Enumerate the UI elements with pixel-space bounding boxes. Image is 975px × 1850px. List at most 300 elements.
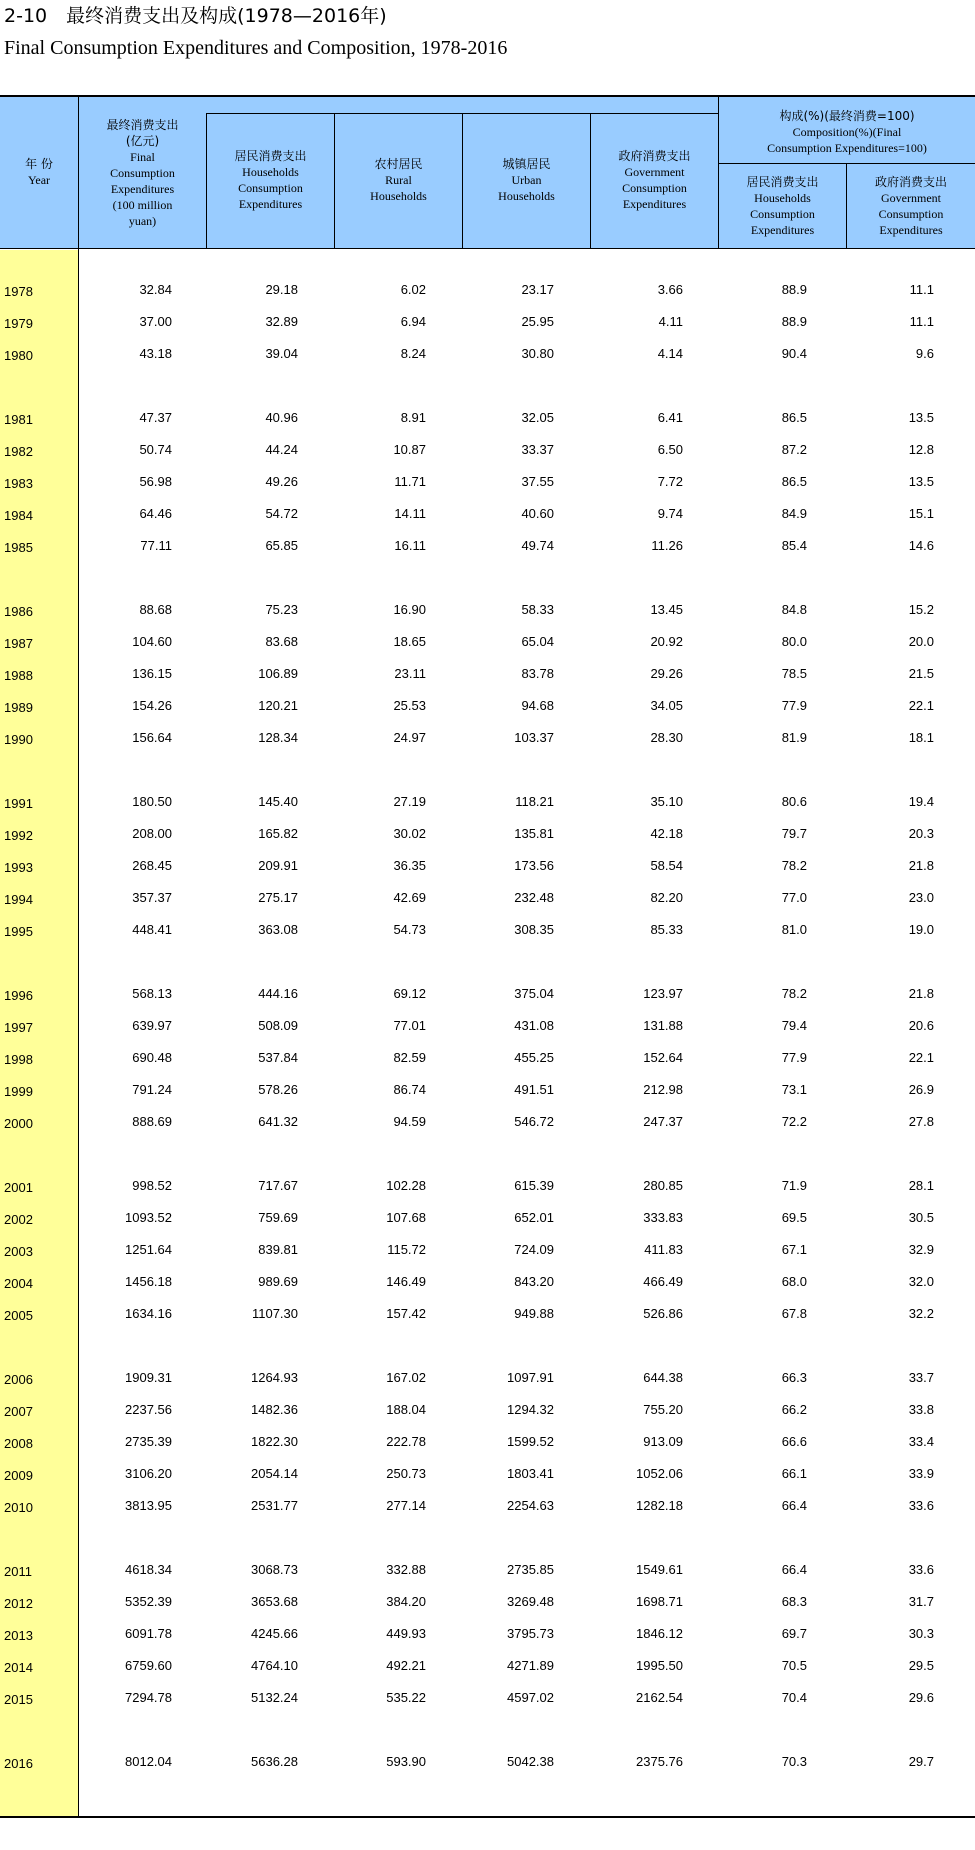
header-government-en1: Government	[624, 165, 685, 179]
table-cell-urban: 94.68	[521, 698, 554, 713]
table-cell-urban: 30.80	[521, 346, 554, 361]
table-cell-government: 131.88	[643, 1018, 683, 1033]
table-cell-rural: 384.20	[386, 1594, 426, 1609]
table-row-year: 1997	[4, 1020, 33, 1035]
table-cell-households: 578.26	[258, 1082, 298, 1097]
table-cell-comp-households: 70.4	[781, 1690, 807, 1705]
table-cell-urban: 546.72	[514, 1114, 554, 1129]
table-cell-rural: 593.90	[386, 1754, 426, 1769]
table-cell-comp-households: 68.3	[781, 1594, 807, 1609]
header-government	[591, 140, 718, 220]
table-cell-comp-households: 84.8	[781, 602, 807, 617]
table-cell-urban: 308.35	[514, 922, 554, 937]
table-cell-comp-government: 33.6	[908, 1562, 934, 1577]
table-cell-rural: 146.49	[386, 1274, 426, 1289]
table-cell-households: 2531.77	[251, 1498, 298, 1513]
table-row-year: 1984	[4, 508, 33, 523]
header-top-rule	[0, 95, 975, 97]
table-cell-final-consumption: 154.26	[132, 698, 172, 713]
table-cell-government: 2162.54	[636, 1690, 683, 1705]
table-cell-final-consumption: 104.60	[132, 634, 172, 649]
table-cell-comp-households: 79.4	[781, 1018, 807, 1033]
table-cell-rural: 222.78	[386, 1434, 426, 1449]
table-cell-final-consumption: 998.52	[132, 1178, 172, 1193]
header-final-en4: (100 million	[112, 198, 173, 212]
table-cell-government: 7.72	[657, 474, 683, 489]
table-row-year: 2007	[4, 1404, 33, 1419]
table-cell-comp-government: 29.7	[908, 1754, 934, 1769]
table-cell-households: 3068.73	[251, 1562, 298, 1577]
table-cell-households: 444.16	[258, 986, 298, 1001]
header-composition	[719, 104, 975, 160]
table-row-year: 2004	[4, 1276, 33, 1291]
table-row-year: 2013	[4, 1628, 33, 1643]
table-cell-comp-households: 85.4	[781, 538, 807, 553]
header-final-cn: 最终消费支出	[106, 118, 179, 132]
table-cell-comp-government: 18.1	[908, 730, 934, 745]
table-cell-rural: 6.02	[400, 282, 426, 297]
table-cell-comp-households: 84.9	[781, 506, 807, 521]
table-row-year: 1989	[4, 700, 33, 715]
table-cell-households: 363.08	[258, 922, 298, 937]
table-cell-urban: 455.25	[514, 1050, 554, 1065]
table-cell-government: 4.14	[657, 346, 683, 361]
table-cell-government: 34.05	[650, 698, 683, 713]
table-cell-comp-households: 87.2	[781, 442, 807, 457]
table-row-year: 1983	[4, 476, 33, 491]
table-cell-urban: 2735.85	[507, 1562, 554, 1577]
table-cell-government: 58.54	[650, 858, 683, 873]
table-cell-urban: 3269.48	[507, 1594, 554, 1609]
table-cell-comp-government: 19.4	[908, 794, 934, 809]
table-cell-urban: 724.09	[514, 1242, 554, 1257]
table-cell-urban: 843.20	[514, 1274, 554, 1289]
table-cell-rural: 332.88	[386, 1562, 426, 1577]
table-cell-comp-government: 32.0	[908, 1274, 934, 1289]
table-row-year: 2015	[4, 1692, 33, 1707]
header-rural	[335, 148, 462, 212]
table-cell-final-consumption: 88.68	[139, 602, 172, 617]
table-cell-households: 1482.36	[251, 1402, 298, 1417]
table-cell-comp-government: 26.9	[908, 1082, 934, 1097]
table-cell-government: 20.92	[650, 634, 683, 649]
table-cell-comp-households: 66.6	[781, 1434, 807, 1449]
table-cell-rural: 6.94	[400, 314, 426, 329]
table-cell-rural: 449.93	[386, 1626, 426, 1641]
table-cell-rural: 16.90	[393, 602, 426, 617]
table-cell-final-consumption: 1456.18	[125, 1274, 172, 1289]
header-rural-en1: Rural	[385, 173, 412, 187]
table-cell-urban: 615.39	[514, 1178, 554, 1193]
table-row-year: 2001	[4, 1180, 33, 1195]
table-row-year: 1993	[4, 860, 33, 875]
table-cell-comp-government: 29.6	[908, 1690, 934, 1705]
table-cell-households: 759.69	[258, 1210, 298, 1225]
table-cell-comp-government: 20.6	[908, 1018, 934, 1033]
table-cell-comp-government: 33.8	[908, 1402, 934, 1417]
table-row-year: 2011	[4, 1564, 32, 1579]
table-cell-households: 5132.24	[251, 1690, 298, 1705]
header-households-en2: Consumption	[238, 181, 303, 195]
header-comp-households-cn: 居民消费支出	[746, 175, 819, 189]
table-cell-comp-households: 81.0	[781, 922, 807, 937]
header-urban-en1: Urban	[511, 173, 542, 187]
header-urban	[463, 148, 590, 212]
table-cell-rural: 42.69	[393, 890, 426, 905]
table-cell-comp-households: 66.4	[781, 1498, 807, 1513]
header-households	[207, 140, 334, 220]
table-cell-urban: 37.55	[521, 474, 554, 489]
table-cell-rural: 535.22	[386, 1690, 426, 1705]
table-cell-urban: 232.48	[514, 890, 554, 905]
table-row-year: 1982	[4, 444, 33, 459]
table-bottom-rule	[0, 1816, 975, 1818]
table-cell-comp-households: 72.2	[781, 1114, 807, 1129]
header-final-en1: Final	[130, 150, 155, 164]
table-row-year: 1987	[4, 636, 33, 651]
table-cell-comp-government: 22.1	[908, 698, 934, 713]
table-cell-comp-government: 20.3	[908, 826, 934, 841]
table-cell-urban: 949.88	[514, 1306, 554, 1321]
table-cell-comp-households: 81.9	[781, 730, 807, 745]
table-cell-comp-households: 66.2	[781, 1402, 807, 1417]
table-cell-government: 755.20	[643, 1402, 683, 1417]
table-cell-final-consumption: 77.11	[140, 538, 172, 553]
header-bottom-rule	[0, 248, 975, 249]
table-cell-comp-households: 79.7	[781, 826, 807, 841]
table-cell-final-consumption: 2237.56	[125, 1402, 172, 1417]
table-row-year: 2006	[4, 1372, 33, 1387]
table-cell-comp-government: 15.1	[908, 506, 934, 521]
table-cell-final-consumption: 4618.34	[125, 1562, 172, 1577]
table-cell-final-consumption: 1634.16	[125, 1306, 172, 1321]
table-cell-households: 65.85	[265, 538, 298, 553]
header-composition-en1: Composition(%)(Final	[792, 125, 902, 139]
table-cell-comp-government: 27.8	[908, 1114, 934, 1129]
header-urban-cn: 城镇居民	[502, 157, 551, 171]
table-cell-urban: 2254.63	[507, 1498, 554, 1513]
table-cell-comp-government: 32.9	[908, 1242, 934, 1257]
table-cell-urban: 32.05	[521, 410, 554, 425]
table-cell-final-consumption: 357.37	[132, 890, 172, 905]
table-cell-rural: 115.72	[387, 1242, 426, 1257]
table-cell-comp-households: 66.1	[781, 1466, 807, 1481]
table-cell-urban: 65.04	[521, 634, 554, 649]
table-cell-government: 1052.06	[636, 1466, 683, 1481]
table-cell-rural: 102.28	[386, 1178, 426, 1193]
header-rural-en2: Households	[370, 189, 427, 203]
table-cell-final-consumption: 6091.78	[125, 1626, 172, 1641]
table-cell-government: 152.64	[643, 1050, 683, 1065]
header-composition-cn: 构成(%)(最终消费=100)	[779, 109, 915, 123]
table-cell-rural: 188.04	[386, 1402, 426, 1417]
table-cell-urban: 4597.02	[507, 1690, 554, 1705]
table-cell-households: 508.09	[258, 1018, 298, 1033]
table-cell-comp-government: 33.9	[908, 1466, 934, 1481]
header-government-en2: Consumption	[622, 181, 687, 195]
table-cell-government: 411.83	[644, 1242, 683, 1257]
table-cell-government: 3.66	[657, 282, 683, 297]
table-cell-households: 1822.30	[251, 1434, 298, 1449]
table-cell-final-consumption: 180.50	[132, 794, 172, 809]
table-cell-comp-government: 33.4	[908, 1434, 934, 1449]
table-cell-rural: 77.01	[393, 1018, 426, 1033]
header-comp-households-en1: Households	[754, 191, 811, 205]
table-cell-urban: 103.37	[514, 730, 554, 745]
header-final-consumption	[79, 108, 206, 238]
table-cell-final-consumption: 156.64	[132, 730, 172, 745]
table-cell-final-consumption: 888.69	[132, 1114, 172, 1129]
table-cell-households: 120.21	[258, 698, 298, 713]
header-government-cn: 政府消费支出	[618, 149, 691, 163]
table-cell-comp-government: 19.0	[908, 922, 934, 937]
table-cell-households: 5636.28	[251, 1754, 298, 1769]
table-cell-comp-government: 13.5	[908, 474, 934, 489]
table-cell-rural: 25.53	[393, 698, 426, 713]
table-cell-government: 85.33	[650, 922, 683, 937]
table-cell-comp-government: 15.2	[908, 602, 934, 617]
table-cell-rural: 24.97	[393, 730, 426, 745]
table-cell-households: 83.68	[265, 634, 298, 649]
table-cell-urban: 431.08	[514, 1018, 554, 1033]
header-comp-government-cn: 政府消费支出	[874, 175, 947, 189]
table-cell-households: 145.40	[258, 794, 298, 809]
table-row-year: 1979	[4, 316, 33, 331]
table-cell-government: 11.26	[651, 538, 683, 553]
table-cell-comp-households: 90.4	[781, 346, 807, 361]
table-cell-households: 54.72	[265, 506, 298, 521]
header-year	[0, 96, 78, 248]
table-cell-comp-households: 67.8	[781, 1306, 807, 1321]
table-cell-final-consumption: 136.15	[132, 666, 172, 681]
table-cell-rural: 36.35	[393, 858, 426, 873]
page-title-chinese: 2-10 最终消费支出及构成(1978—2016年)	[4, 5, 387, 27]
table-cell-final-consumption: 568.13	[132, 986, 172, 1001]
table-cell-urban: 23.17	[521, 282, 554, 297]
table-cell-households: 29.18	[265, 282, 298, 297]
table-cell-final-consumption: 37.00	[139, 314, 172, 329]
table-cell-government: 280.85	[643, 1178, 683, 1193]
table-cell-rural: 82.59	[393, 1050, 426, 1065]
header-comp-households-en3: Expenditures	[750, 223, 815, 237]
table-cell-government: 247.37	[643, 1114, 683, 1129]
table-row-year: 1996	[4, 988, 33, 1003]
table-cell-government: 6.50	[657, 442, 683, 457]
table-cell-urban: 40.60	[521, 506, 554, 521]
table-cell-rural: 18.65	[393, 634, 426, 649]
table-cell-households: 40.96	[265, 410, 298, 425]
table-row-year: 1986	[4, 604, 33, 619]
table-cell-comp-households: 77.9	[781, 698, 807, 713]
header-households-en3: Expenditures	[238, 197, 303, 211]
header-households-en1: Households	[242, 165, 299, 179]
table-cell-comp-government: 21.8	[908, 858, 934, 873]
table-cell-government: 1549.61	[636, 1562, 683, 1577]
table-cell-urban: 4271.89	[507, 1658, 554, 1673]
table-row-year: 1990	[4, 732, 33, 747]
table-cell-comp-households: 78.2	[781, 858, 807, 873]
table-cell-rural: 107.68	[386, 1210, 426, 1225]
table-cell-final-consumption: 3106.20	[125, 1466, 172, 1481]
table-cell-government: 4.11	[658, 314, 683, 329]
table-cell-households: 1264.93	[251, 1370, 298, 1385]
header-final-en3: Expenditures	[110, 182, 175, 196]
table-cell-government: 212.98	[643, 1082, 683, 1097]
table-cell-comp-government: 23.0	[908, 890, 934, 905]
table-cell-households: 537.84	[258, 1050, 298, 1065]
table-cell-comp-households: 80.6	[781, 794, 807, 809]
table-cell-households: 32.89	[265, 314, 298, 329]
header-comp-households	[719, 166, 846, 246]
table-cell-final-consumption: 791.24	[132, 1082, 172, 1097]
table-cell-comp-government: 21.5	[908, 666, 934, 681]
table-row-year: 1995	[4, 924, 33, 939]
table-cell-rural: 11.71	[394, 474, 426, 489]
table-cell-government: 29.26	[650, 666, 683, 681]
table-cell-households: 839.81	[258, 1242, 298, 1257]
table-cell-final-consumption: 268.45	[132, 858, 172, 873]
table-cell-final-consumption: 1093.52	[125, 1210, 172, 1225]
table-cell-rural: 492.21	[386, 1658, 426, 1673]
table-row-year: 2014	[4, 1660, 33, 1675]
table-cell-final-consumption: 1251.64	[125, 1242, 172, 1257]
table-cell-final-consumption: 2735.39	[125, 1434, 172, 1449]
table-cell-comp-government: 11.1	[909, 282, 934, 297]
table-cell-final-consumption: 5352.39	[125, 1594, 172, 1609]
table-cell-comp-government: 11.1	[909, 314, 934, 329]
header-comp-government-en2: Consumption	[878, 207, 944, 221]
table-cell-government: 28.30	[650, 730, 683, 745]
table-row-year: 2000	[4, 1116, 33, 1131]
header-composition-en2: Consumption Expenditures=100)	[767, 141, 927, 155]
header-year-en: Year	[27, 173, 51, 187]
header-households-cn: 居民消费支出	[234, 149, 307, 163]
table-cell-comp-households: 80.0	[781, 634, 807, 649]
table-row-year: 1981	[4, 412, 33, 427]
table-cell-rural: 23.11	[394, 666, 426, 681]
table-cell-households: 989.69	[258, 1274, 298, 1289]
table-cell-comp-households: 70.3	[781, 1754, 807, 1769]
table-row-year: 1985	[4, 540, 33, 555]
header-comp-government	[847, 166, 975, 246]
table-cell-government: 1995.50	[636, 1658, 683, 1673]
header-final-en2: Consumption	[110, 166, 175, 180]
table-row-year: 2009	[4, 1468, 33, 1483]
table-cell-comp-government: 14.6	[908, 538, 934, 553]
table-cell-government: 1846.12	[636, 1626, 683, 1641]
table-row-year: 1980	[4, 348, 33, 363]
table-cell-government: 466.49	[643, 1274, 683, 1289]
table-row-year: 1992	[4, 828, 33, 843]
table-cell-comp-households: 77.9	[781, 1050, 807, 1065]
table-row-year: 2016	[4, 1756, 33, 1771]
table-cell-urban: 118.21	[515, 794, 554, 809]
table-cell-government: 9.74	[657, 506, 683, 521]
table-cell-government: 644.38	[643, 1370, 683, 1385]
table-cell-comp-households: 71.9	[781, 1178, 807, 1193]
table-cell-urban: 135.81	[514, 826, 554, 841]
table-cell-rural: 157.42	[386, 1306, 426, 1321]
table-row-year: 2010	[4, 1500, 33, 1515]
table-cell-comp-government: 13.5	[908, 410, 934, 425]
table-cell-comp-households: 67.1	[781, 1242, 807, 1257]
table-cell-final-consumption: 43.18	[139, 346, 172, 361]
table-cell-households: 4245.66	[251, 1626, 298, 1641]
table-cell-final-consumption: 448.41	[132, 922, 172, 937]
table-cell-comp-households: 70.5	[781, 1658, 807, 1673]
table-cell-households: 275.17	[258, 890, 298, 905]
table-cell-urban: 1294.32	[507, 1402, 554, 1417]
table-cell-final-consumption: 32.84	[139, 282, 172, 297]
table-row-year: 2005	[4, 1308, 33, 1323]
table-cell-comp-households: 88.9	[781, 314, 807, 329]
table-cell-urban: 33.37	[521, 442, 554, 457]
table-cell-rural: 30.02	[393, 826, 426, 841]
table-cell-rural: 10.87	[393, 442, 426, 457]
table-cell-government: 6.41	[657, 410, 683, 425]
table-cell-rural: 8.91	[400, 410, 426, 425]
table-cell-comp-households: 78.5	[781, 666, 807, 681]
table-cell-rural: 277.14	[386, 1498, 426, 1513]
table-cell-government: 42.18	[650, 826, 683, 841]
table-cell-government: 526.86	[643, 1306, 683, 1321]
table-cell-comp-households: 69.7	[781, 1626, 807, 1641]
table-cell-urban: 173.56	[514, 858, 554, 873]
table-cell-households: 165.82	[258, 826, 298, 841]
table-cell-final-consumption: 7294.78	[125, 1690, 172, 1705]
table-cell-comp-households: 77.0	[781, 890, 807, 905]
table-cell-government: 1698.71	[636, 1594, 683, 1609]
table-cell-rural: 167.02	[386, 1370, 426, 1385]
table-cell-government: 1282.18	[636, 1498, 683, 1513]
header-urban-en2: Households	[498, 189, 555, 203]
table-cell-households: 4764.10	[251, 1658, 298, 1673]
table-cell-final-consumption: 47.37	[139, 410, 172, 425]
table-cell-comp-government: 31.7	[908, 1594, 934, 1609]
table-cell-comp-households: 66.3	[781, 1370, 807, 1385]
table-cell-rural: 86.74	[393, 1082, 426, 1097]
header-final-en5: yuan)	[128, 214, 157, 228]
table-cell-households: 2054.14	[251, 1466, 298, 1481]
table-row-year: 2003	[4, 1244, 33, 1259]
table-cell-households: 641.32	[258, 1114, 298, 1129]
table-cell-rural: 16.11	[394, 538, 426, 553]
table-cell-comp-households: 68.0	[781, 1274, 807, 1289]
table-row-year: 1994	[4, 892, 33, 907]
table-cell-rural: 14.11	[394, 506, 426, 521]
table-row-year: 1999	[4, 1084, 33, 1099]
table-cell-households: 49.26	[265, 474, 298, 489]
table-cell-households: 75.23	[265, 602, 298, 617]
table-cell-urban: 375.04	[514, 986, 554, 1001]
table-cell-government: 123.97	[643, 986, 683, 1001]
table-cell-comp-households: 88.9	[781, 282, 807, 297]
table-cell-urban: 652.01	[514, 1210, 554, 1225]
table-cell-government: 13.45	[650, 602, 683, 617]
header-government-en3: Expenditures	[622, 197, 687, 211]
table-cell-households: 39.04	[265, 346, 298, 361]
table-cell-comp-government: 32.2	[908, 1306, 934, 1321]
table-cell-households: 44.24	[265, 442, 298, 457]
header-comp-government-en1: Government	[881, 191, 941, 205]
table-cell-urban: 25.95	[521, 314, 554, 329]
table-cell-rural: 54.73	[393, 922, 426, 937]
table-row-year: 2012	[4, 1596, 33, 1611]
table-cell-final-consumption: 3813.95	[125, 1498, 172, 1513]
table-cell-urban: 1803.41	[507, 1466, 554, 1481]
table-cell-final-consumption: 50.74	[139, 442, 172, 457]
table-cell-comp-households: 86.5	[781, 410, 807, 425]
